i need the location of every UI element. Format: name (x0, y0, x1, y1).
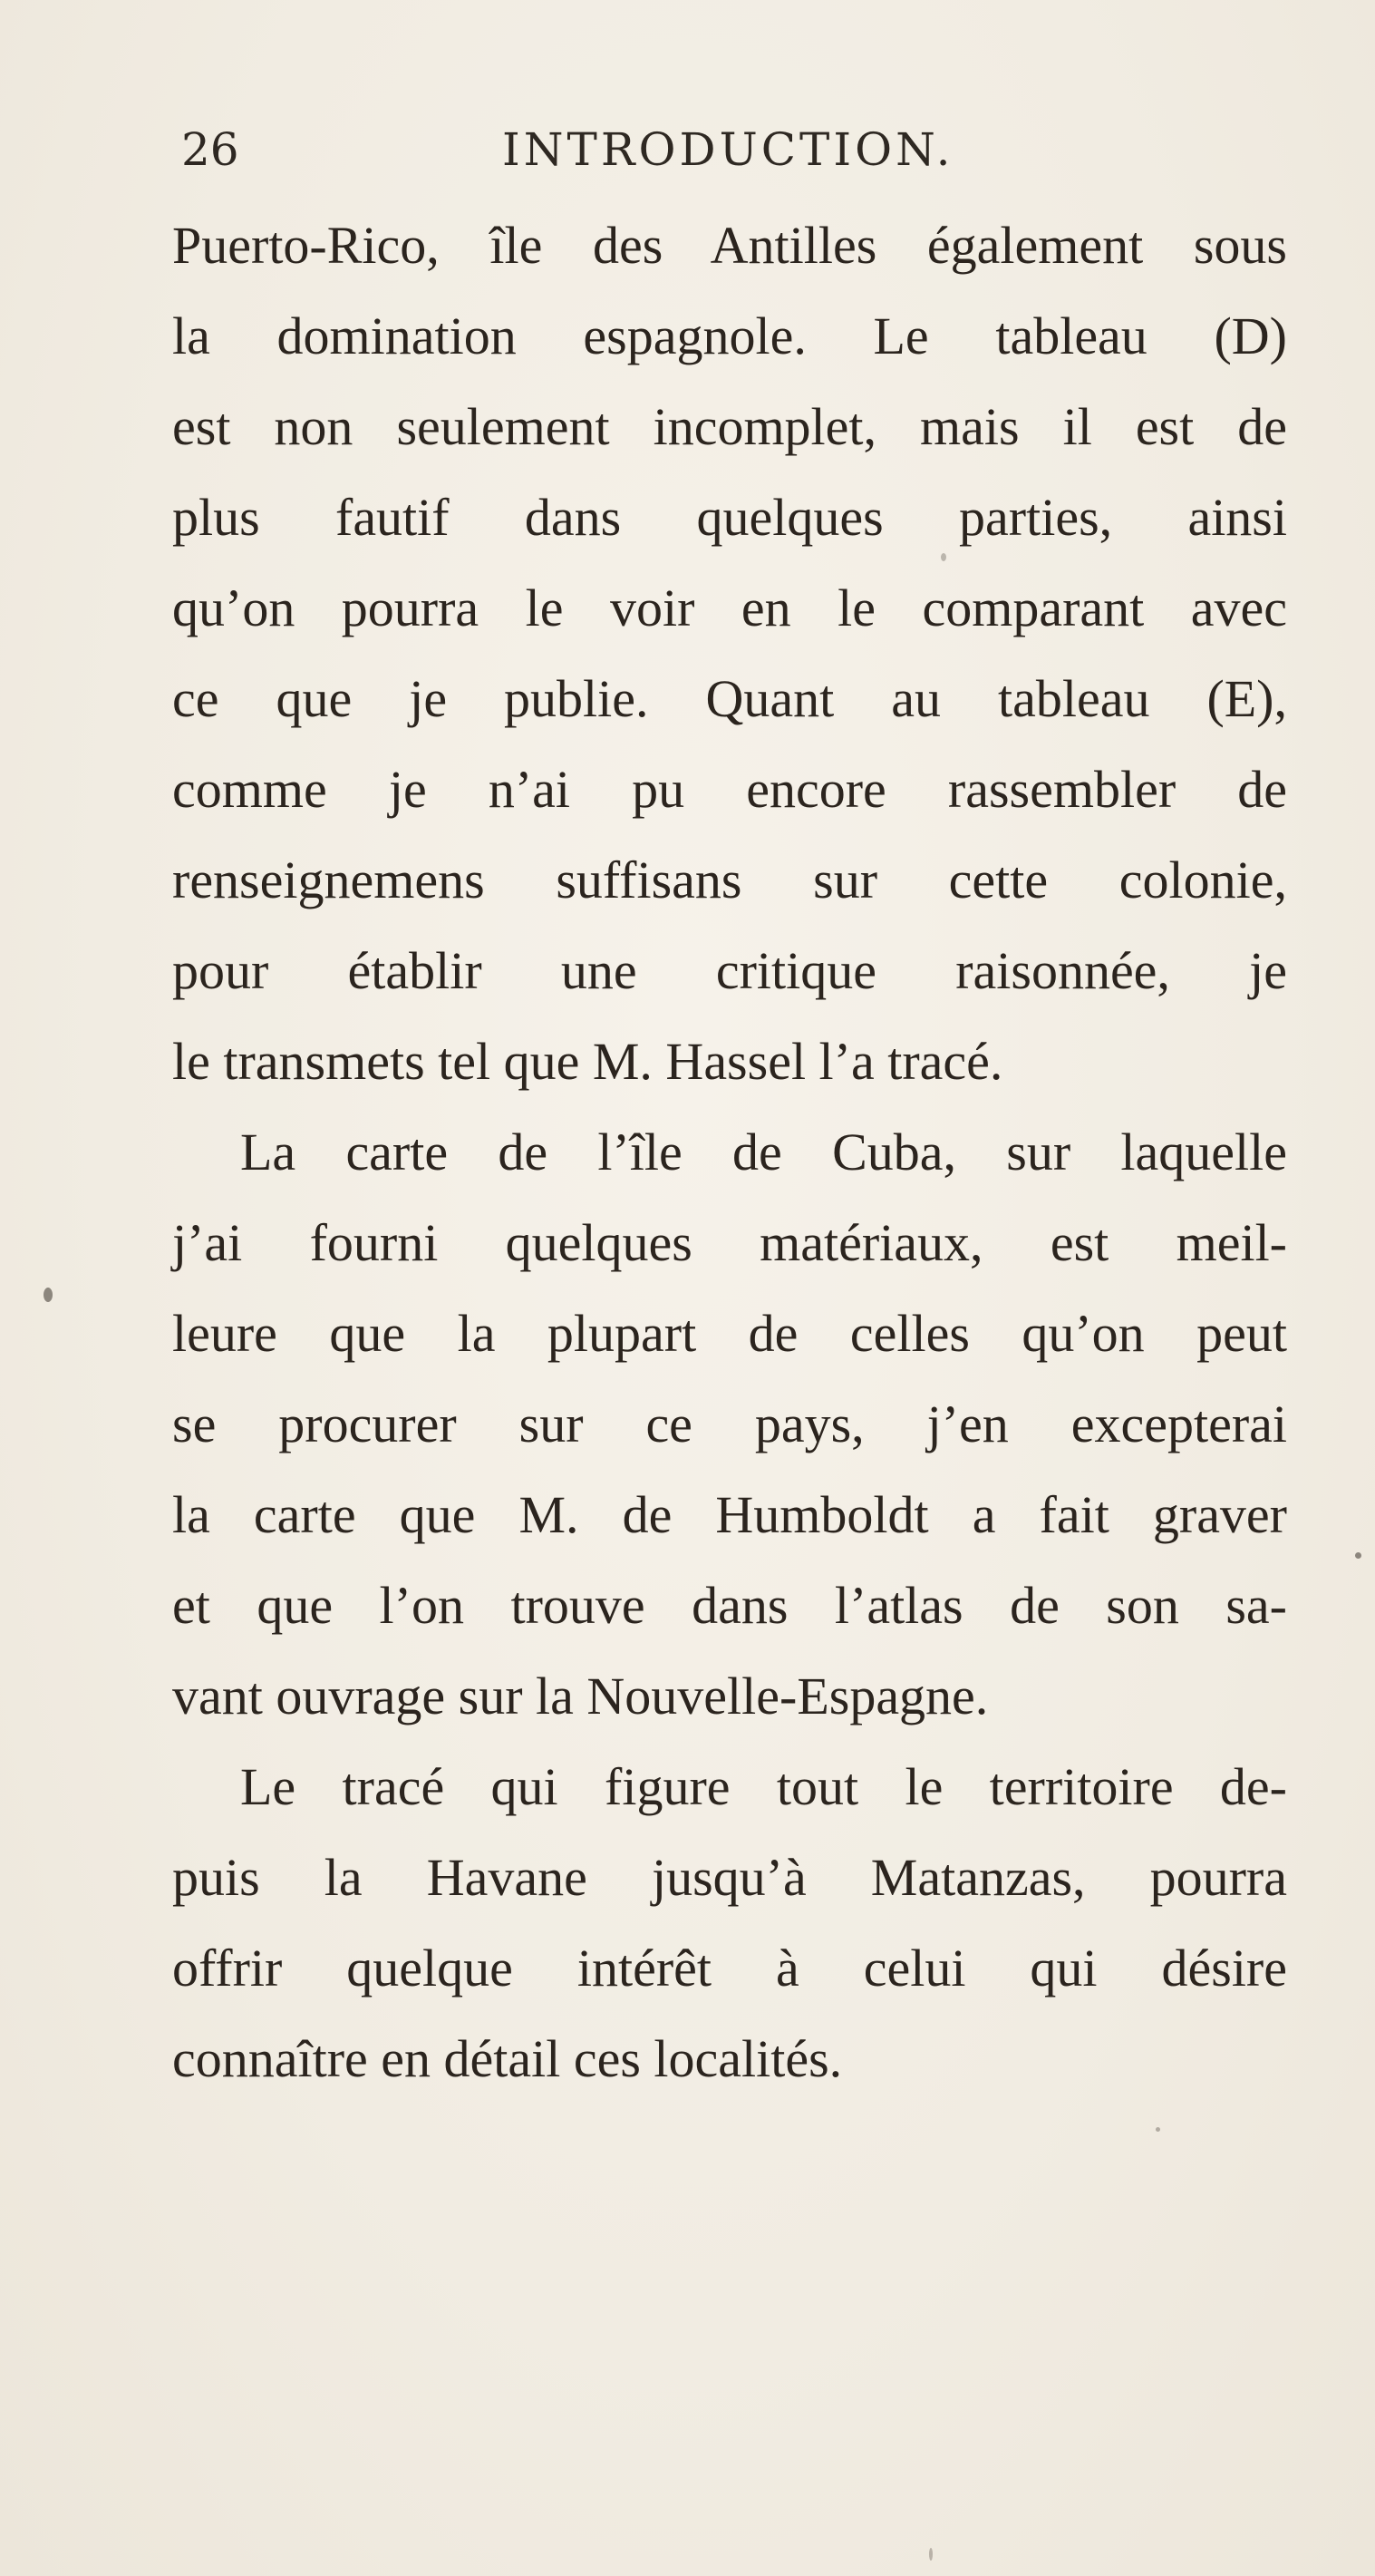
text-line: renseignemens suffisans sur cette colonie, (172, 851, 1287, 909)
text-line: qu’on pourra le voir en le comparant avec (172, 578, 1287, 637)
running-head: INTRODUCTION. (502, 123, 954, 176)
text-line: la carte que M. de Humboldt a fait graver (172, 1485, 1287, 1544)
paper-speck (1156, 2127, 1160, 2132)
paper-speck (941, 553, 946, 561)
text-line: comme je n’ai pu encore rassembler de (172, 760, 1287, 819)
text-line: pour établir une critique raisonnée, je (172, 941, 1287, 1000)
text-line: offrir quelque intérêt à celui qui désire (172, 1939, 1287, 1998)
text-line: leure que la plupart de celles qu’on peut (172, 1304, 1287, 1363)
text-line: et que l’on trouve dans l’atlas de son sa- (172, 1576, 1287, 1635)
page-header (181, 123, 997, 196)
text-line: Le tracé qui figure tout le territoire de- (240, 1757, 1287, 1816)
paper-speck (1355, 1552, 1361, 1559)
paper-speck (44, 1288, 53, 1302)
text-line: le transmets tel que M. Hassel l’a tracé. (172, 1032, 1003, 1091)
page-number: 26 (181, 123, 239, 176)
text-line: Puerto-Rico, île des Antilles également sous (172, 216, 1287, 275)
text-line: puis la Havane jusqu’à Matanzas, pourra (172, 1848, 1287, 1907)
text-line: j’ai fourni quelques matériaux, est meil- (172, 1213, 1287, 1272)
text-line: la domination espagnole. Le tableau (D) (172, 306, 1287, 365)
text-line: plus fautif dans quelques parties, ainsi (172, 488, 1287, 547)
paper-speck (929, 2548, 933, 2561)
text-line: se procurer sur ce pays, j’en excepterai (172, 1395, 1287, 1453)
text-line: connaître en détail ces localités. (172, 2029, 843, 2088)
text-line: ce que je publie. Quant au tableau (E), (172, 669, 1287, 728)
text-line: La carte de l’île de Cuba, sur laquelle (240, 1123, 1287, 1181)
text-line: est non seulement incomplet, mais il est de (172, 397, 1287, 456)
text-line: vant ouvrage sur la Nouvelle-Espagne. (172, 1667, 989, 1725)
